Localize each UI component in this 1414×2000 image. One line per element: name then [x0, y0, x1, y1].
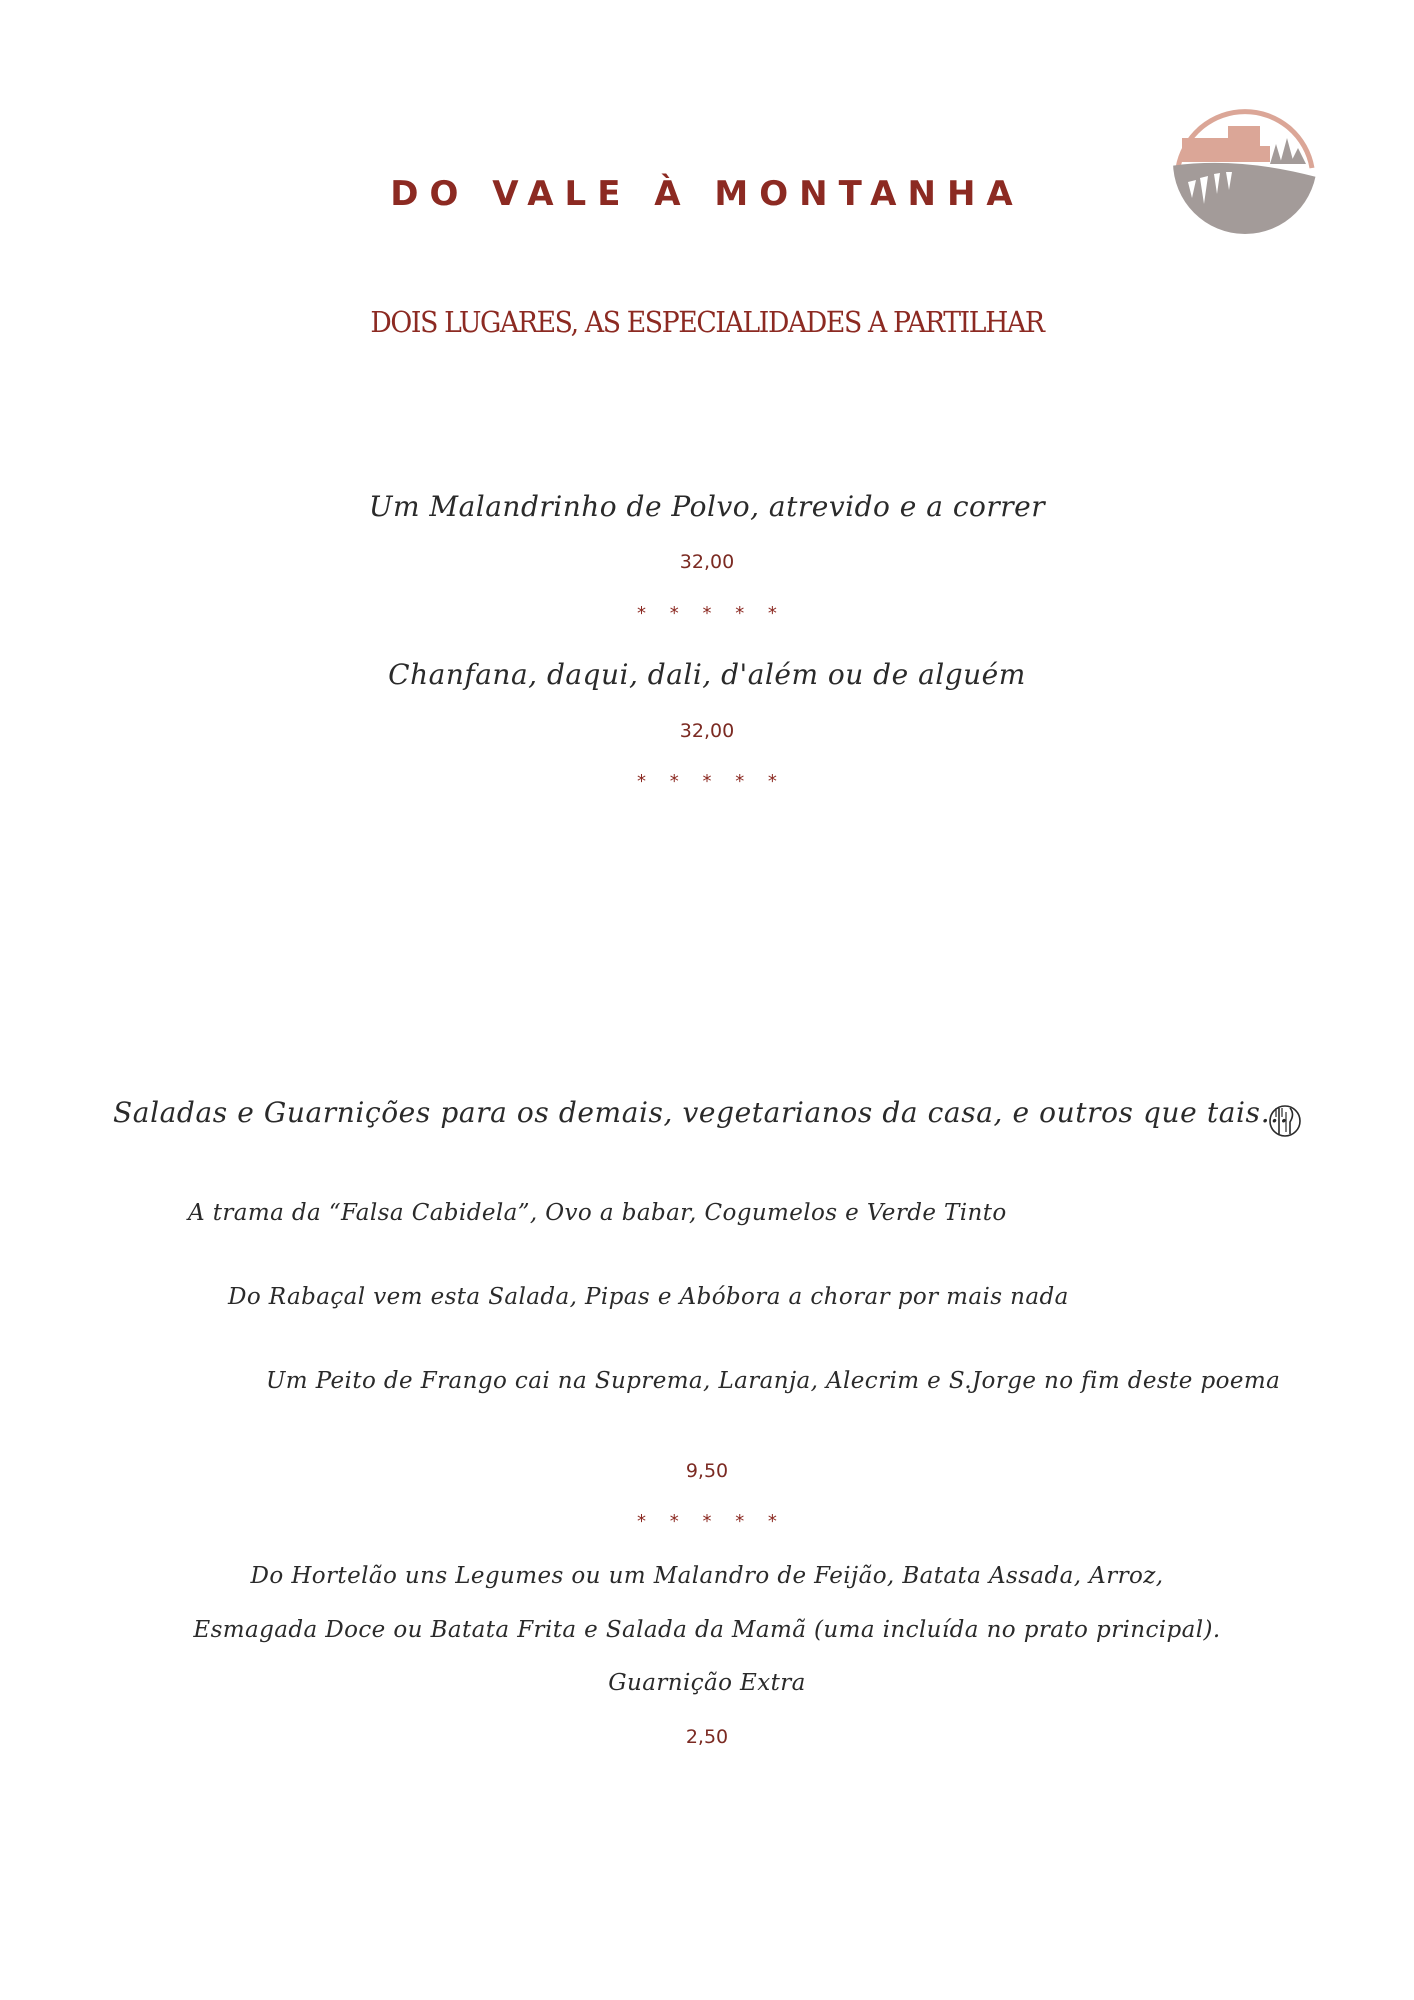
separator-stars: * * * * * [637, 1511, 786, 1532]
page-subtitle: DOIS LUGARES, AS ESPECIALIDADES A PARTILHAR [370, 305, 1044, 339]
page-title: DO VALE À MONTANHA [390, 174, 1024, 214]
extra-side-price: 2,50 [685, 1726, 729, 1748]
separator-stars: * * * * * [637, 603, 786, 624]
mountain-house-logo-icon [1170, 86, 1320, 238]
dish-name: Chanfana, daqui, dali, d'além ou de alguém [388, 658, 1026, 691]
salad-line: Um Peito de Frango cai na Suprema, Laranja, Alecrim e S.Jorge no fim deste poema [266, 1368, 1281, 1394]
separator-stars: * * * * * [637, 771, 786, 792]
salad-line: Do Rabaçal vem esta Salada, Pipas e Abóbora a chorar por mais nada [228, 1284, 1069, 1310]
salad-line: A trama da “Falsa Cabidela”, Ovo a babar, Cogumelos e Verde Tinto [188, 1200, 1007, 1226]
dish-price: 32,00 [679, 551, 735, 573]
salads-section-heading: Saladas e Guarnições para os demais, vegetarianos da casa, e outros que tais… [113, 1096, 1290, 1129]
sides-line: Do Hortelão uns Legumes ou um Malandro de Feijão, Batata Assada, Arroz, [250, 1563, 1164, 1589]
extra-side-label: Guarnição Extra [608, 1670, 806, 1696]
salads-price: 9,50 [685, 1460, 729, 1482]
dish-name: Um Malandrinho de Polvo, atrevido e a correr [368, 490, 1046, 523]
sides-line: Esmagada Doce ou Batata Frita e Salada da Mamã (uma incluída no prato principal). [193, 1617, 1221, 1643]
vegetarian-cutlery-icon [1268, 1102, 1302, 1140]
dish-price: 32,00 [679, 720, 735, 742]
